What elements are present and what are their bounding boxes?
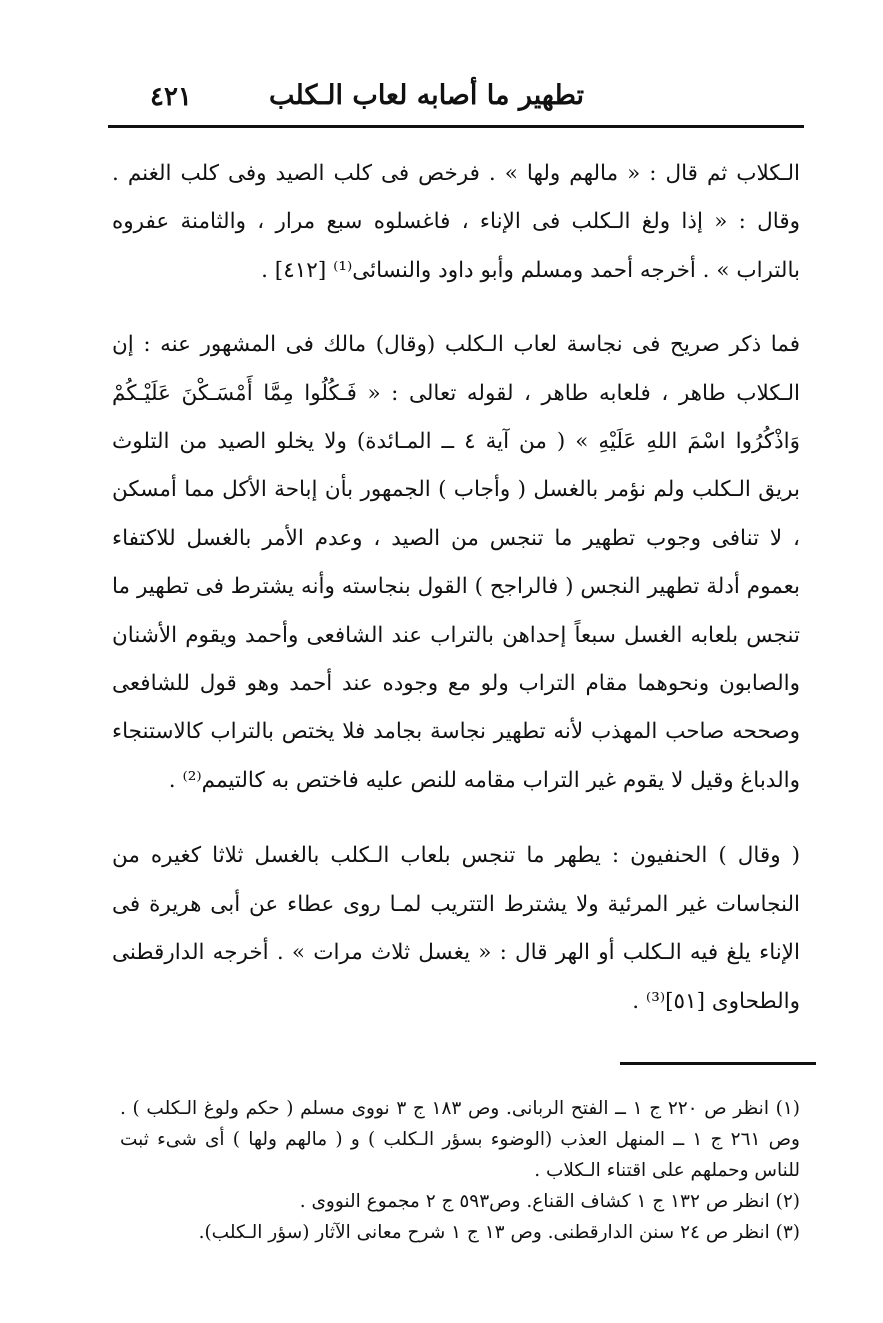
footnote-rule xyxy=(620,1062,816,1065)
footnote-1: (١) انظر ص ٢٢٠ ج ١ ــ الفتح الربانى. وص ١٨٣ ج ٣ نووى مسلم ( حكم ولوغ الـكلب ) . وص ٢٦١ ج ١ ــ المنهل العذب (الوضوء بسؤر الـكلب ) و ( مالهم ولها ) أى شىء ثبت للناس وحملهم على اقتناء الـكلاب . xyxy=(120,1098,800,1181)
running-title: تطهير ما أصابه لعاب الـكلب xyxy=(269,80,584,111)
paragraph-spacer xyxy=(112,295,800,321)
main-text xyxy=(112,150,800,1026)
footnotes xyxy=(120,1093,800,1248)
paragraph-2: فما ذكر صريح فى نجاسة لعاب الـكلب (وقال) مالك فى المشهور عنه : إن الـكلاب طاهر ، فلعابه طاهر ، لقوله تعالى : « فَـكُلُوا مِمَّا أَمْسَـكْنَ عَلَيْـكُمْ وَاذْكُرُوا اسْمَ اللهِ عَلَيْهِ » ( من آية ٤ ــ المـائدة) ولا يخلو الصيد من التلوث بريق الـكلب ولم نؤمر بالغسل ( وأجاب ) الجمهور بأن إباحة الأكل مما أمسكن ، لا تنافى وجوب تطهير ما تنجس من الصيد ، وعدم الأمر بالغسل للاكتفاء بعموم أدلة تطهير النجس ( فالراجح ) القول بنجاسته وأنه يشترط فى تطهير ما تنجس بلعابه الغسل سبعاً إحداهن بالتراب عند الشافعى وأحمد ويقوم الأشنان والصابون ونحوهما مقام التراب ولو مع وجوده عند أحمد وهو قول للشافعى وصححه صاحب المهذب لأنه تطهير نجاسة بجامد فلا يختص بالتراب كالاستنجاء والدباغ وقيل لا يقوم غير التراب مقامه للنص عليه فاختص به كالتيمم⁽²⁾ . xyxy=(112,332,800,793)
header-rule xyxy=(108,125,804,128)
footnote-2: (٢) انظر ص ١٣٢ ج ١ كشاف القناع. وص٥٩٣ ج ٢ مجموع النووى . xyxy=(299,1191,800,1212)
footnote-3: (٣) انظر ص ٢٤ سنن الدارقطنى. وص ١٣ ج ١ شرح معانى الآثار (سؤر الـكلب). xyxy=(198,1222,800,1243)
page-number: ٤٢١ xyxy=(150,82,192,112)
paragraph-1: الـكلاب ثم قال : « مالهم ولها » . فرخص فى كلب الصيد وفى كلب الغنم . وقال : « إذا ولغ الـكلب فى الإناء ، فاغسلوه سبع مرار ، والثامنة عفروه بالتراب » . أخرجه أحمد ومسلم وأبو داود والنسائى⁽¹⁾ [٤١٢] . xyxy=(112,161,800,283)
page-header xyxy=(108,80,804,120)
paragraph-spacer xyxy=(112,805,800,832)
paragraph-3: ( وقال ) الحنفيون : يطهر ما تنجس بلعاب الـكلب بالغسل ثلاثا كغيره من النجاسات غير المرئية ولا يشترط التتريب لمـا روى عطاء عن أبى هريرة فى الإناء يلغ فيه الـكلب أو الهر قال : « يغسل ثلاث مرات » . أخرجه الدارقطنى والطحاوى [٥١]⁽³⁾ . xyxy=(112,843,800,1014)
